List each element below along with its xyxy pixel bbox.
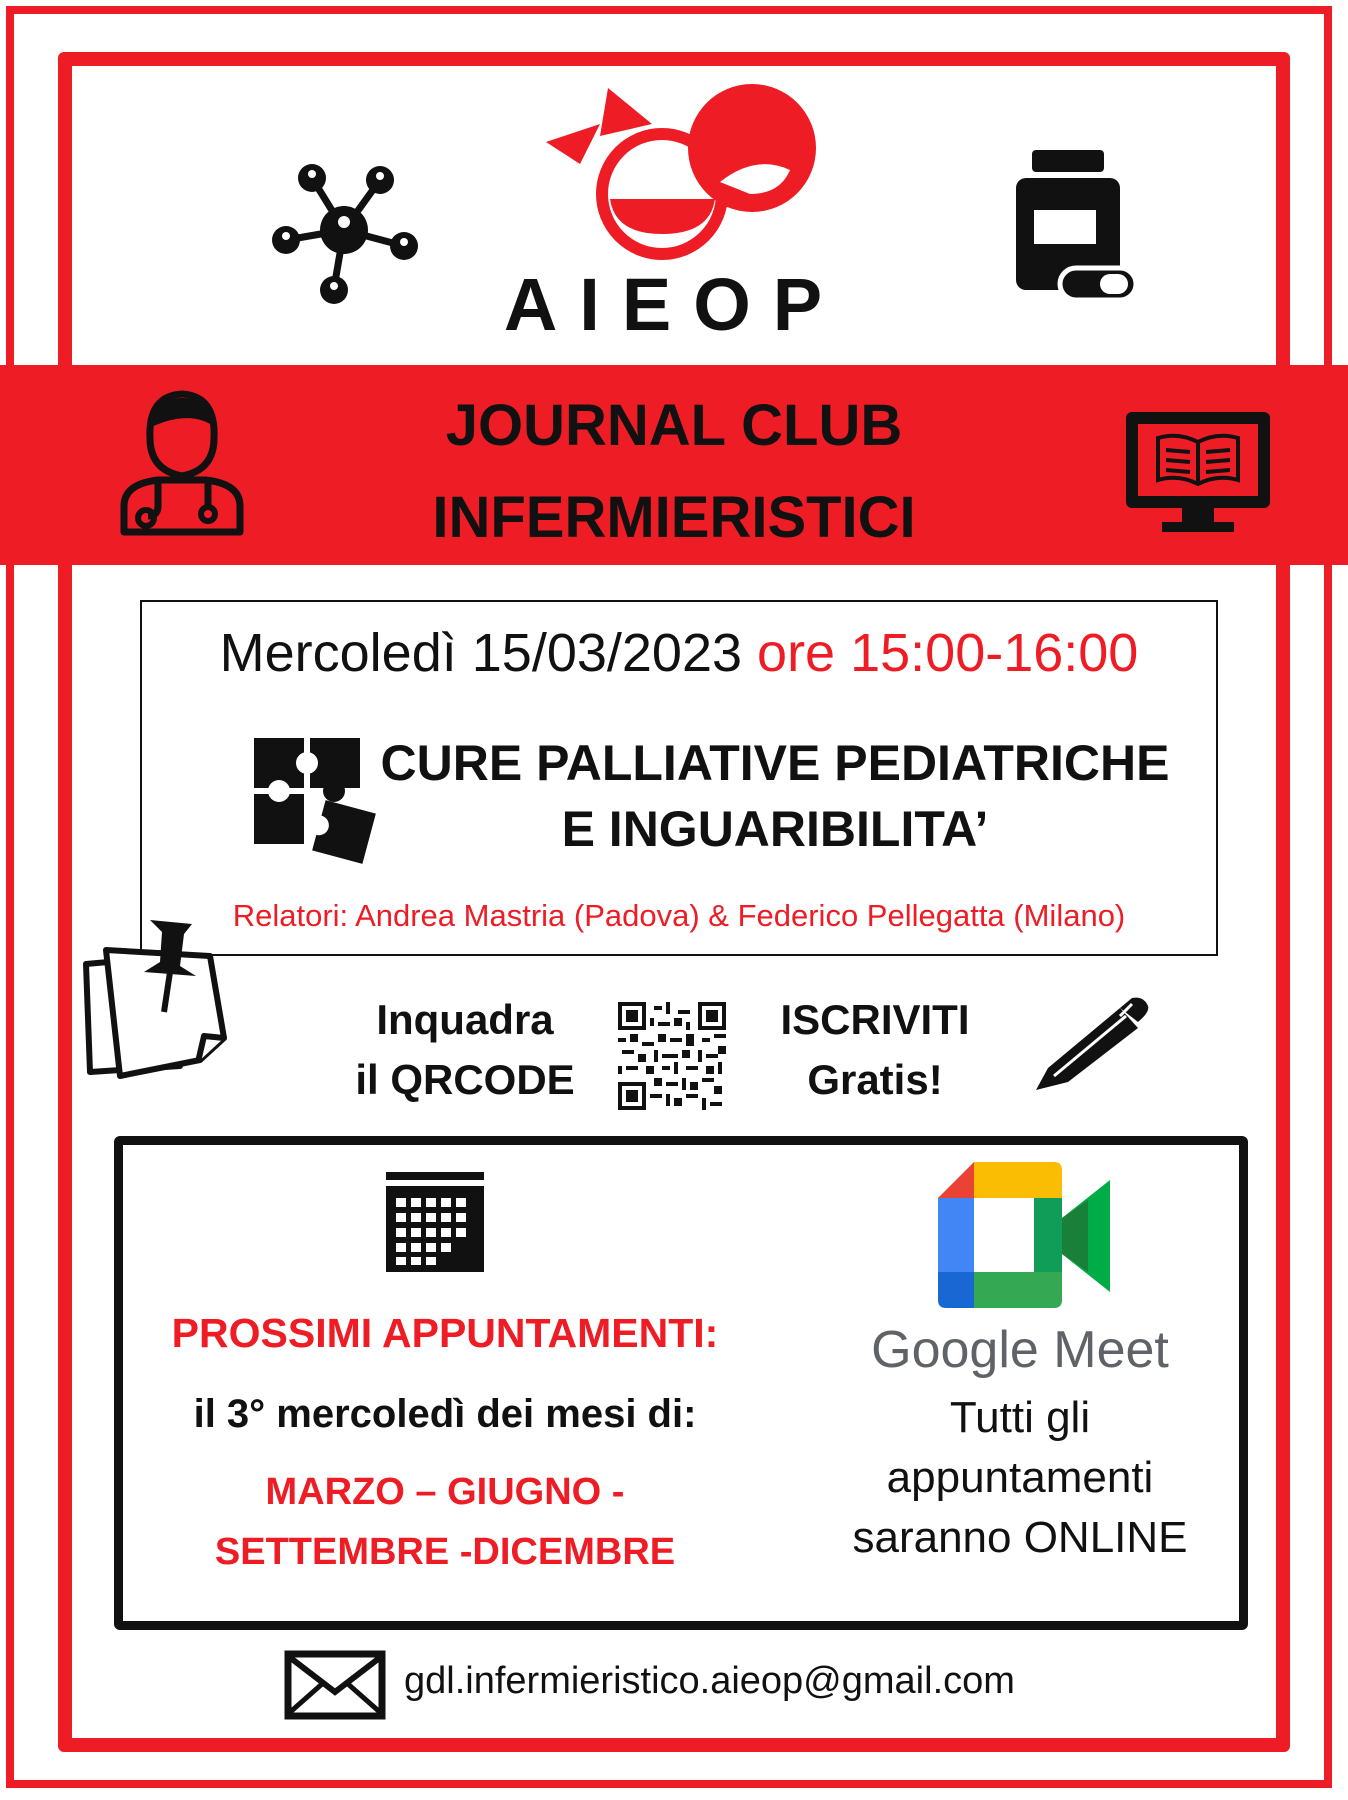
google-meet-icon [938,1162,1114,1308]
online-line1: Tutti gli [949,1393,1091,1442]
envelope-icon [284,1650,386,1720]
cta-line2: Gratis! [807,1056,943,1103]
topic-line2: E INGUARIBILITA’ [561,801,989,857]
pen-icon [1034,994,1154,1094]
calendar-icon [386,1172,484,1272]
qr-code[interactable] [618,1002,726,1110]
online-note [820,1388,1220,1568]
months-line1: MARZO – GIUGNO - [265,1471,625,1513]
signup-cta [750,990,1000,1110]
topic-line1: CURE PALLIATIVE PEDIATRICHE [380,735,1170,791]
aieop-logo [540,84,840,264]
scan-qr-text [340,990,590,1110]
online-line2: appuntamenti [886,1453,1154,1502]
next-appointments-subtitle: il 3° mercoledì dei mesi di: [193,1392,697,1436]
banner-title-line2: INFERMIERISTICI [432,485,916,550]
event-topic [380,730,1170,862]
medicine-bottle-icon [1012,150,1142,306]
aieop-wordmark: AIEOP [503,263,845,346]
scan-line2: il QRCODE [355,1056,575,1103]
event-time: ore 15:00-16:00 [757,623,1139,683]
banner-title-line1: JOURNAL CLUB [445,393,903,458]
cta-line1: ISCRIVITI [780,996,970,1043]
online-line3: saranno ONLINE [852,1513,1188,1562]
event-date: Mercoledì 15/03/2023 [219,623,743,683]
pinned-notes-icon [80,916,230,1082]
months-line2: SETTEMBRE -DICEMBRE [214,1531,676,1573]
google-meet-wordmark: Google Meet [871,1321,1169,1379]
contact-email[interactable]: gdl.infermieristico.aieop@gmail.com [404,1660,1015,1702]
speakers: Relatori: Andrea Mastria (Padova) & Federico Pellegatta (Milano) [232,898,1126,933]
computer-book-icon [1122,408,1274,538]
months-list [130,1462,760,1582]
event-date-time [140,622,1218,684]
puzzle-icon [252,736,386,870]
nurse-icon [118,388,246,536]
scan-line1: Inquadra [376,996,554,1043]
next-appointments-title: PROSSIMI APPUNTAMENTI: [171,1310,719,1356]
